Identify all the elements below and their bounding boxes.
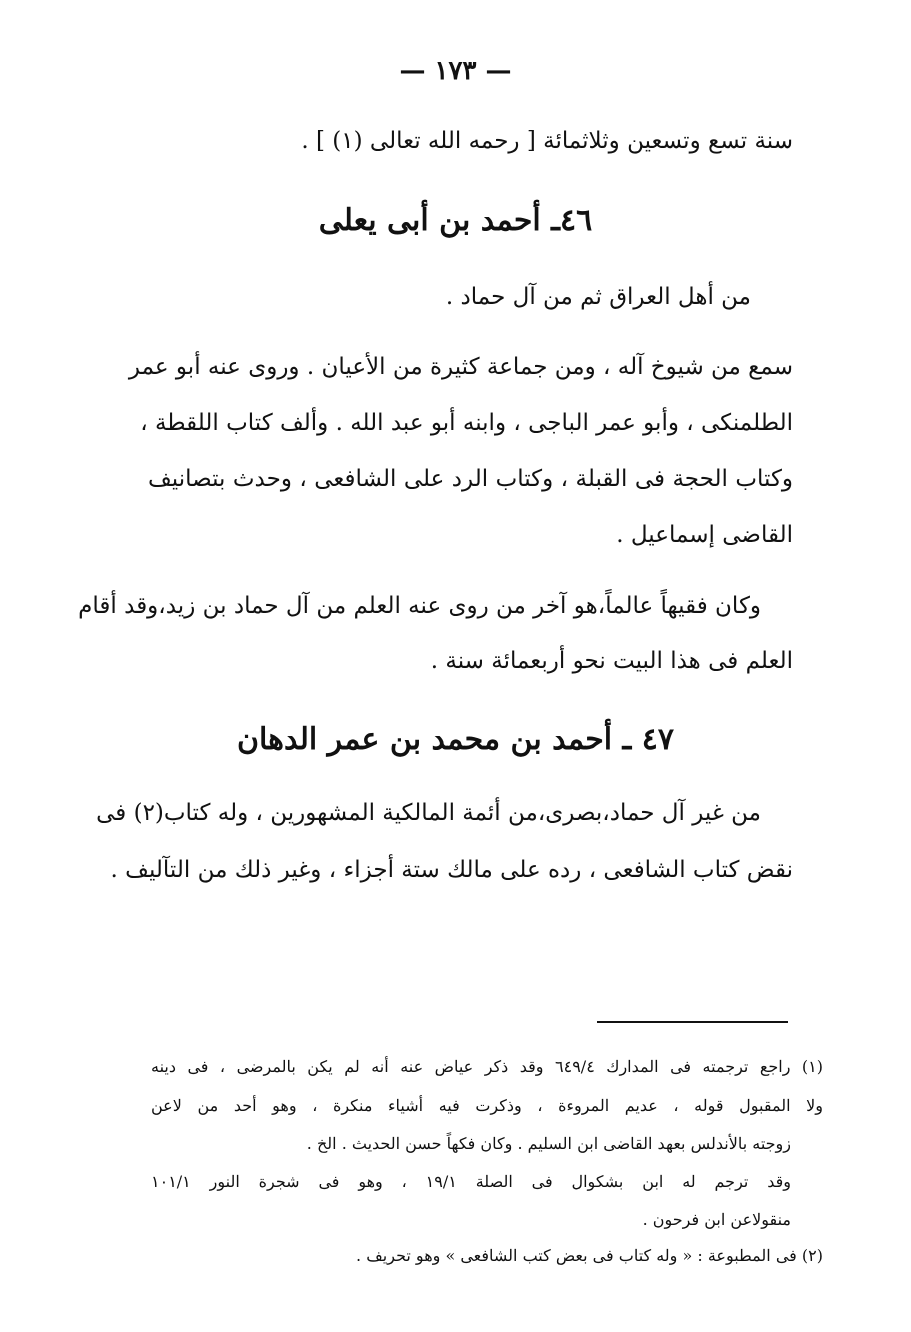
page-number: — ١٧٣ — (399, 56, 512, 86)
footnote-2: (٢) فى المطبوعة : « وله كتاب فى بعض كتب الشافعى » وهو تحريف . (356, 1246, 823, 1265)
footnote-1-line-4: وقد ترجم له ابن بشكوال فى الصلة ١٩/١ ، وهو فى شجرة النور ١٠١/١ (151, 1172, 791, 1191)
entry-47-paragraph-1-line-2: نقض كتاب الشافعى ، رده على مالك ستة أجزاء ، وغير ذلك من التآليف . (110, 857, 793, 883)
footnote-1-line-5: منقولاعن ابن فرحون . (642, 1210, 791, 1229)
footnote-separator (597, 1021, 788, 1023)
intro-line: سنة تسع وتسعين وثلاثمائة [ رحمه الله تعالى (١) ] . (301, 128, 793, 154)
entry-46-origin: من أهل العراق ثم من آل حماد . (445, 284, 751, 310)
entry-46-heading: ٤٦ـ أحمد بن أبى يعلى (318, 203, 593, 238)
entry-46-paragraph-2-line-2: العلم فى هذا البيت نحو أربعمائة سنة . (430, 648, 793, 674)
footnote-1-line-3: زوجته بالأندلس بعهد القاضى ابن السليم . وكان فكهاً حسن الحديث . الخ . (306, 1134, 791, 1153)
entry-47-paragraph-1-line-1: من غير آل حماد،بصرى،من أئمة المالكية المشهورين ، وله كتاب(٢) فى (96, 800, 761, 826)
entry-47-heading: ٤٧ ـ أحمد بن محمد بن عمر الدهان (236, 722, 674, 757)
entry-46-paragraph-1-line-4: القاضى إسماعيل . (616, 522, 793, 548)
entry-46-paragraph-1-line-3: وكتاب الحجة فى القبلة ، وكتاب الرد على الشافعى ، وحدث بتصانيف (148, 466, 793, 492)
entry-46-paragraph-1-line-2: الطلمنكى ، وأبو عمر الباجى ، وابنه أبو عبد الله . وألف كتاب اللقطة ، (140, 410, 793, 436)
footnote-1-line-2: ولا المقبول قوله ، عديم المروءة ، وذكرت فيه أشياء منكرة ، وهو أحد من لاعن (151, 1096, 823, 1115)
footnote-1-line-1: (١) راجع ترجمته فى المدارك ٦٤٩/٤ وقد ذكر عياض عنه أنه لم يكن بالمرضى ، فى دينه (151, 1057, 824, 1076)
entry-46-paragraph-1-line-1: سمع من شيوخ آله ، ومن جماعة كثيرة من الأعيان . وروى عنه أبو عمر (128, 354, 793, 380)
entry-46-paragraph-2-line-1: وكان فقيهاً عالماً،هو آخر من روى عنه العلم من آل حماد بن زيد،وقد أقام (78, 593, 761, 619)
